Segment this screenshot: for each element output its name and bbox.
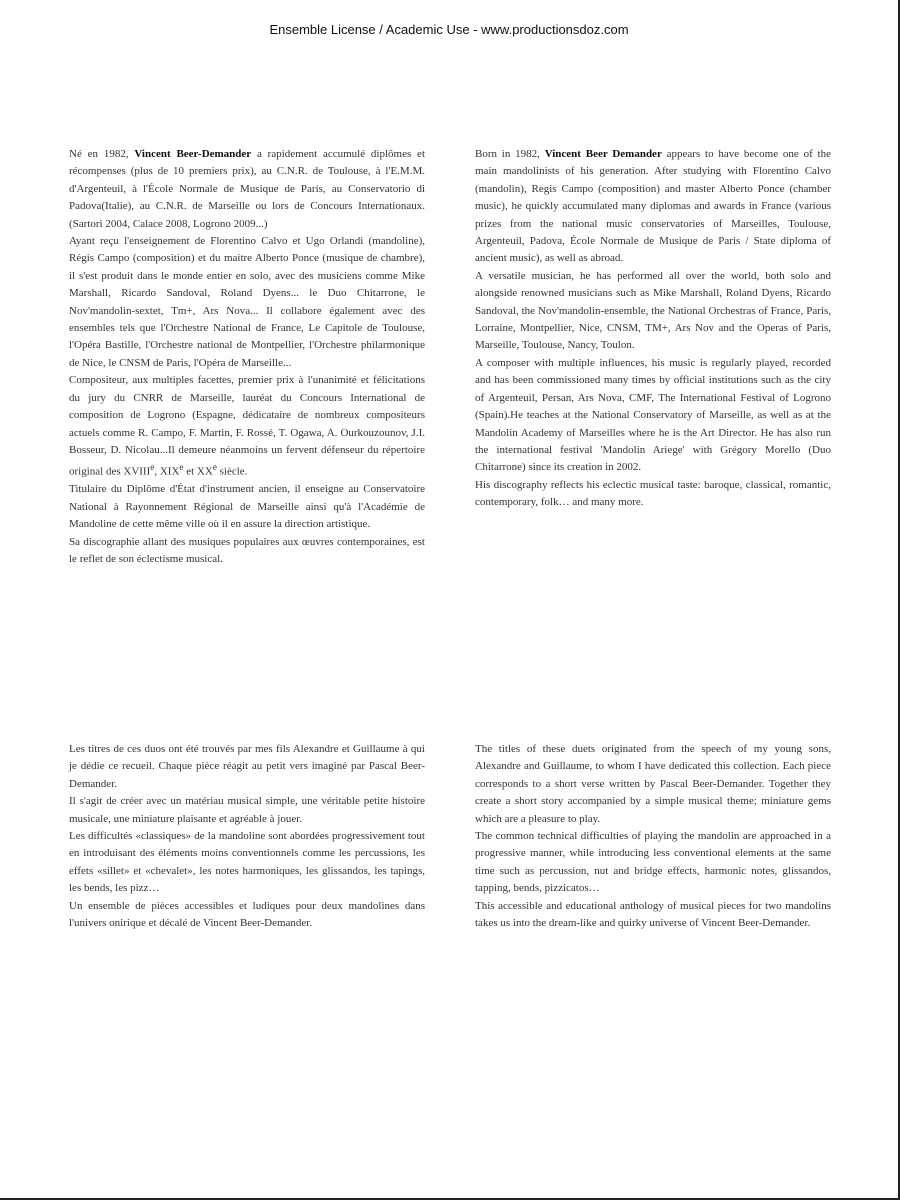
french-description: [69, 741, 425, 932]
paragraph: Sa discographie allant des musiques populaires aux œuvres contemporaines, est le reflet de son éclectisme musical.: [69, 535, 425, 565]
paragraph: Born in 1982, Vincent Beer Demander appears to have become one of the main mandolinists of his generation. After studying with Florentino Calvo (mandolin), Regis Campo (composition) and master Alberto Ponce (chamber music), he quickly accumulated many diplomas and awards in France (various prizes from the national music conservatories of Marseilles, Toulouse, Argenteuil, Padova, École Normale de Musique de Paris / State diploma of ancient music), as well as abroad.: [475, 148, 831, 265]
artist-name: Vincent Beer-Demander: [134, 148, 252, 160]
paragraph: A versatile musician, he has performed all over the world, both solo and alongside renowned musicians such as Mike Marshall, Roland Dyens, Ricardo Sandoval, the Nov'mandolin-ensemble, the National Orchestras of France, Paris, Lorraine, Montpellier, Nice, CNSM, TM+, Ars Nov and the Operas of Paris, Marseille, Toulouse, Nancy, Toulon.: [475, 269, 831, 352]
page-header: Ensemble License / Academic Use - www.productionsdoz.com: [269, 22, 629, 37]
paragraph: Titulaire du Diplôme d'État d'instrument ancien, il enseigne au Conservatoire National à Rayonnement Régional de Marseille ainsi qu'à l'Académie de Mandoline de cette même ville où il en assure la direction artistique.: [69, 483, 425, 531]
paragraph: This accessible and educational anthology of musical pieces for two mandolins takes us into the dream-like and quirky universe of Vincent Beer-Demander.: [475, 899, 831, 930]
paragraph: Ayant reçu l'enseignement de Florentino Calvo et Ugo Orlandi (mandoline), Régis Campo (composition) et du maitre Alberto Ponce (musique de chambre), il s'est produit dans le monde entier en solo, avec des musiciens comme Mike Marshall, Ricardo Sandoval, Roland Dyens... le Duo Chitarrone, le Nov'mandolin-sextet, Tm+, Ars Nova... Il collabore également avec des ensembles tels que l'Orchestre National de France, Le Capitole de Toulouse, l'Opéra Bastille, l'Orchestre national de Montpellier, l'Orchestre philarmonique de Nice, le CNSM de Paris, l'Opéra de Marseille...: [69, 235, 425, 369]
paragraph: A composer with multiple influences, his music is regularly played, recorded and has been commissioned many times by official institutions such as the city of Argenteuil, Persan, Ars Nova, CMF, The International Festival of Logrono (Spain).He teaches at the National Conservatory of Marseille, as well as at the Mandolin Academy of Marseilles where he is the Art Director. He has also run the international festival 'Mandolin Ariege' with Grégory Morello (Duo Chitarrone) since its creation in 2002.: [475, 356, 831, 474]
paragraph: Un ensemble de pièces accessibles et ludiques pour deux mandolines dans l'univers onirique et décalé de Vincent Beer-Demander.: [69, 899, 425, 930]
paragraph: Les difficultés «classiques» de la mandoline sont abordées progressivement tout en introduisant des éléments moins conventionnels comme les percussions, les effets «sillet» et «chevalet», les notes harmoniques, les glissandos, les tapings, les bends, les pizz…: [69, 830, 425, 895]
paragraph: Compositeur, aux multiples facettes, premier prix à l'unanimité et félicitations du jury du CNRR de Marseille, lauréat du Concours International de composition de Logrono (Espagne, dédicataire de nombreux compositeurs actuels comme R. Campo, F. Martin, F. Rossé, T. Ogawa, A. Ourkouzounov, J.I. Bosseur, D. Nicolau...Il demeure néanmoins un fervent défenseur du répertoire original des XVIIIe, XIXe et XXe siècle.: [69, 374, 425, 478]
paragraph: The titles of these duets originated from the speech of my young sons, Alexandre and Guillaume, to whom I have dedicated this collection. Each piece corresponds to a short verse written by Pascal Beer-Demander. Together they create a short story accompanied by a simple musical theme; miniature gems which are a pleasure to play.: [475, 743, 831, 825]
english-description: [475, 741, 831, 932]
paragraph: The common technical difficulties of playing the mandolin are approached in a progressive manner, while introducing less conventional elements at the same time such as percussion, nut and bridge effects, harmonic notes, glissandos, tapping, bends, pizzicatos…: [475, 830, 831, 895]
artist-name: Vincent Beer Demander: [544, 148, 662, 160]
paragraph: His discography reflects his eclectic musical taste: baroque, classical, romantic, contemporary, folk… and many more.: [475, 478, 831, 509]
english-biography: [475, 146, 831, 512]
french-biography: [69, 146, 425, 568]
paragraph: Les titres de ces duos ont été trouvés par mes fils Alexandre et Guillaume à qui je dédie ce recueil. Chaque pièce réagit au petit vers imaginé par Pascal Beer-Demander.: [69, 743, 425, 790]
paragraph: Il s'agit de créer avec un matériau musical simple, une véritable petite histoire musicale, une miniature plaisante et agréable à jouer.: [69, 795, 425, 825]
paragraph: Né en 1982, Vincent Beer-Demander a rapidement accumulé diplômes et récompenses (plus de 10 premiers prix), au C.N.R. de Toulouse, à l'E.M.M. d'Argenteuil, à l'École Normale de Musique de Paris, au Conservatorio di Padova(Italie), au C.N.R. de Marseille ou lors de Concours Internationaux. (Sartori 2004, Calace 2008, Logrono 2009...): [69, 148, 425, 230]
